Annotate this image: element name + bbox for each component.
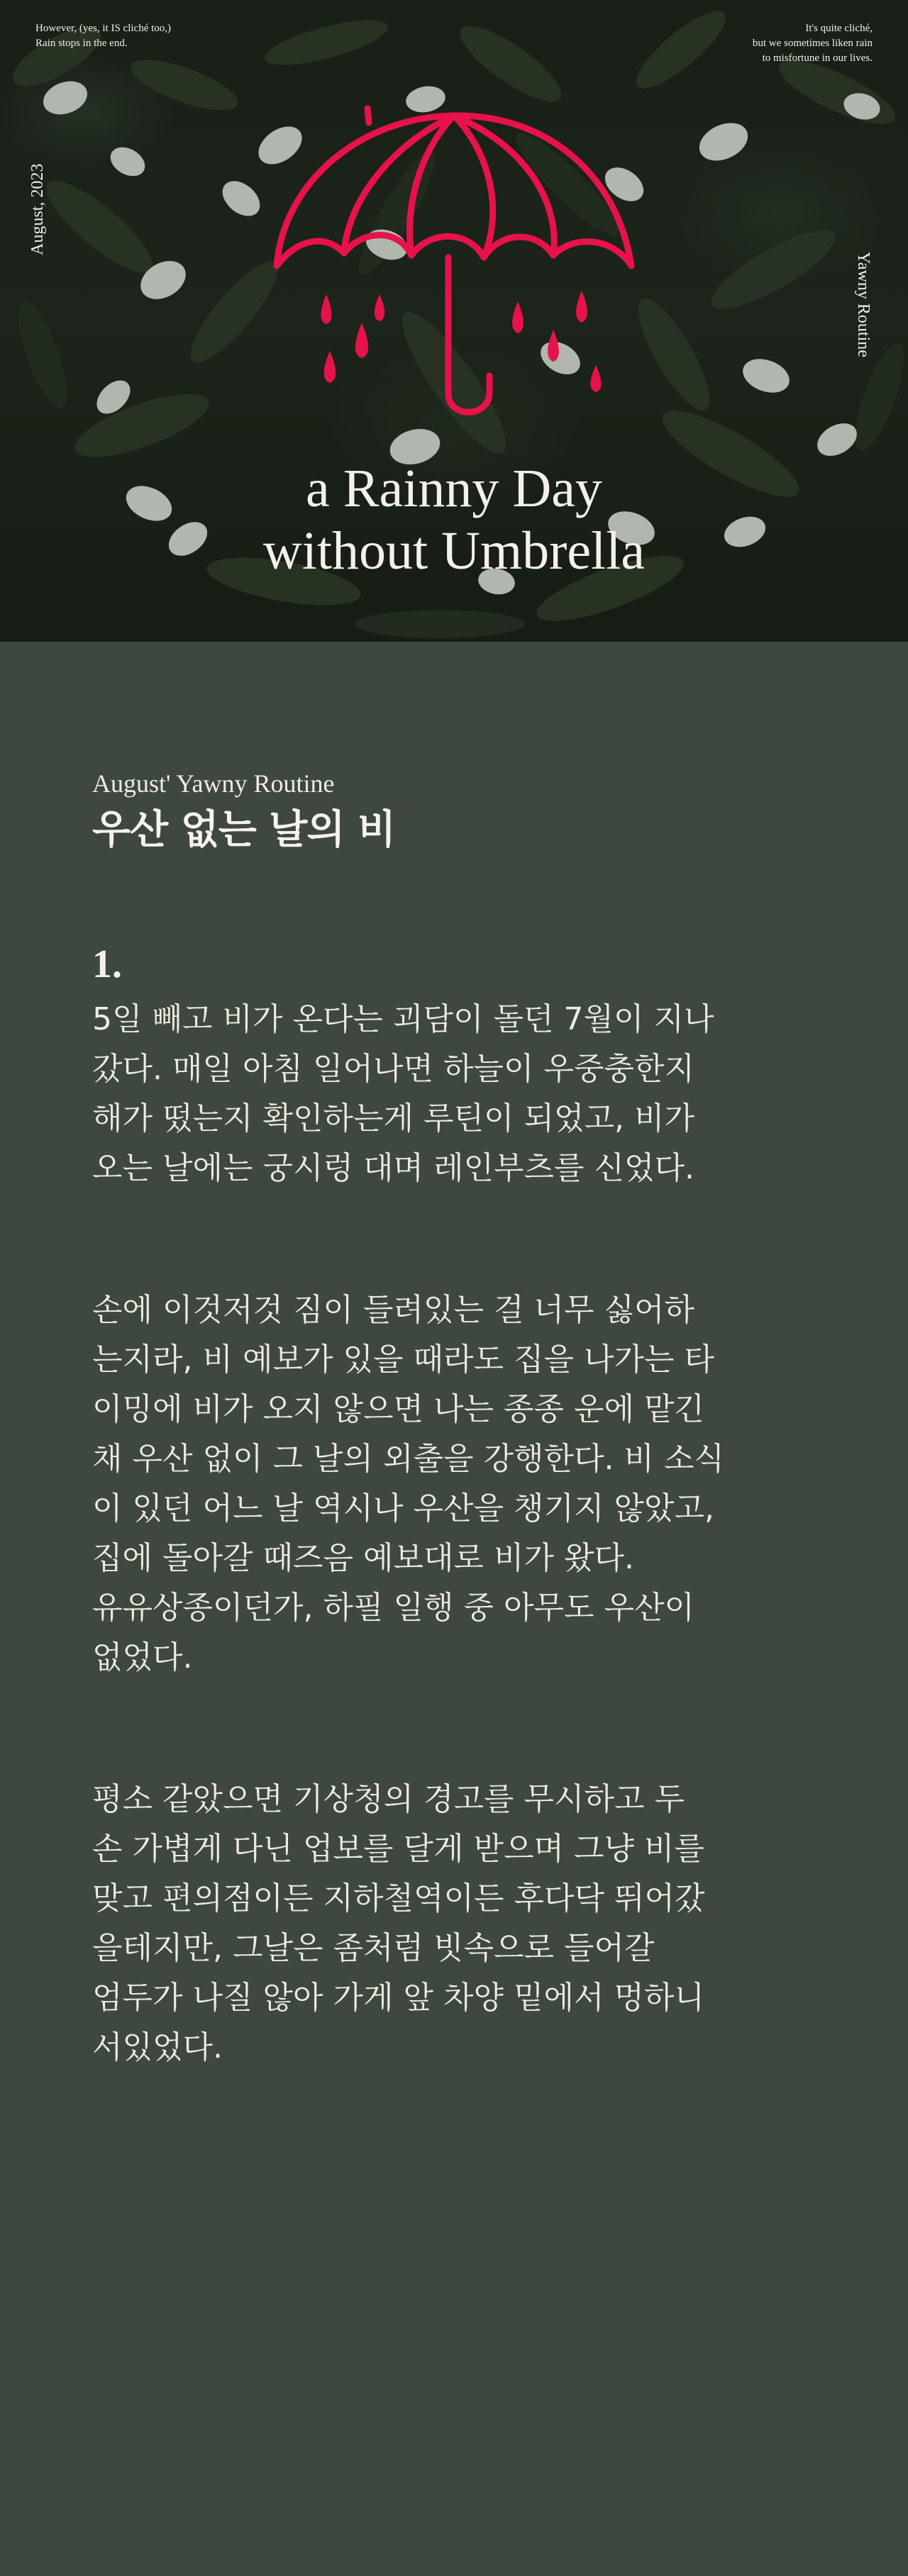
paragraph-line: 5일 빼고 비가 온다는 괴담이 돌던 7월이 지나 [92,1001,714,1037]
paragraph-line: 평소 같았으면 기상청의 경고를 무시하고 두 [92,1781,685,1817]
hero-quote-right [753,21,873,66]
paragraph-line: 이밍에 비가 오지 않으면 나는 종종 운에 맡긴 [92,1391,704,1427]
paragraph-line: 없었다. [92,1639,193,1675]
hero-quote-right-line: to misfortune in our lives. [762,52,873,64]
vertical-date-label: August, 2023 [28,163,47,255]
umbrella-icon [262,96,646,429]
paragraph-line: 서있었다. [92,2029,223,2065]
article-body [0,768,816,2073]
paragraph-line: 채 우산 없이 그 날의 외출을 강행한다. 비 소식 [92,1441,724,1477]
paragraph-line: 손에 이것저것 짐이 들려있는 걸 너무 싫어하 [92,1292,694,1328]
hero-quote-left [35,21,171,51]
paragraph-spacer [92,1683,816,1768]
paragraph-line: 집에 돌아갈 때즈음 예보대로 비가 왔다. [92,1540,634,1576]
hero-quote-right-line: but we sometimes liken rain [752,38,873,49]
paragraph-line: 을테지만, 그날은 좀처럼 빗속으로 들어갈 [92,1930,655,1966]
paragraph-line: 오는 날에는 궁시렁 대며 레인부츠를 신었다. [92,1150,694,1186]
paragraph-line: 엄두가 나질 않아 가게 앞 차양 밑에서 멍하니 [92,1980,704,2016]
hero-quote-left-line: Rain stops in the end. [35,38,128,49]
paragraph-line: 이 있던 어느 날 역시나 우산을 챙기지 않았고, [92,1490,714,1527]
paragraph [92,995,816,1193]
paragraph-line: 는지라, 비 예보가 있을 때라도 집을 나가는 타 [92,1342,714,1378]
section-number: 1. [92,942,122,986]
paragraph-line: 갔다. 매일 아침 일어나면 하늘이 우중충한지 [92,1051,694,1087]
article-eyebrow: August' Yawny Routine [92,769,335,798]
paragraph-line: 맞고 편의점이든 지하철역이든 후다닥 뛰어갔 [92,1880,705,1917]
hero-quote-right-line: It's quite cliché, [805,23,873,34]
hero-quote-left-line: However, (yes, it IS cliché too,) [35,23,172,34]
paragraph-line: 손 가볍게 다닌 업보를 달게 받으며 그냥 비를 [92,1831,704,1867]
article-title: 우산 없는 날의 비 [92,807,396,853]
paragraph-spacer [92,1193,816,1278]
paragraph-line: 유유상종이던가, 하필 일행 중 아무도 우산이 [92,1590,694,1626]
hero-title-line: without Umbrella [262,521,646,581]
paragraph [92,1775,816,2073]
hero-title [0,457,908,582]
vertical-routine-label: Yawny Routine [854,252,873,357]
paragraph-line: 해가 떴는지 확인하는게 루틴이 되었고, 비가 [92,1100,694,1137]
paragraph [92,1286,816,1683]
hero-title-line: a Rainny Day [306,459,602,518]
hero-banner [0,0,908,642]
